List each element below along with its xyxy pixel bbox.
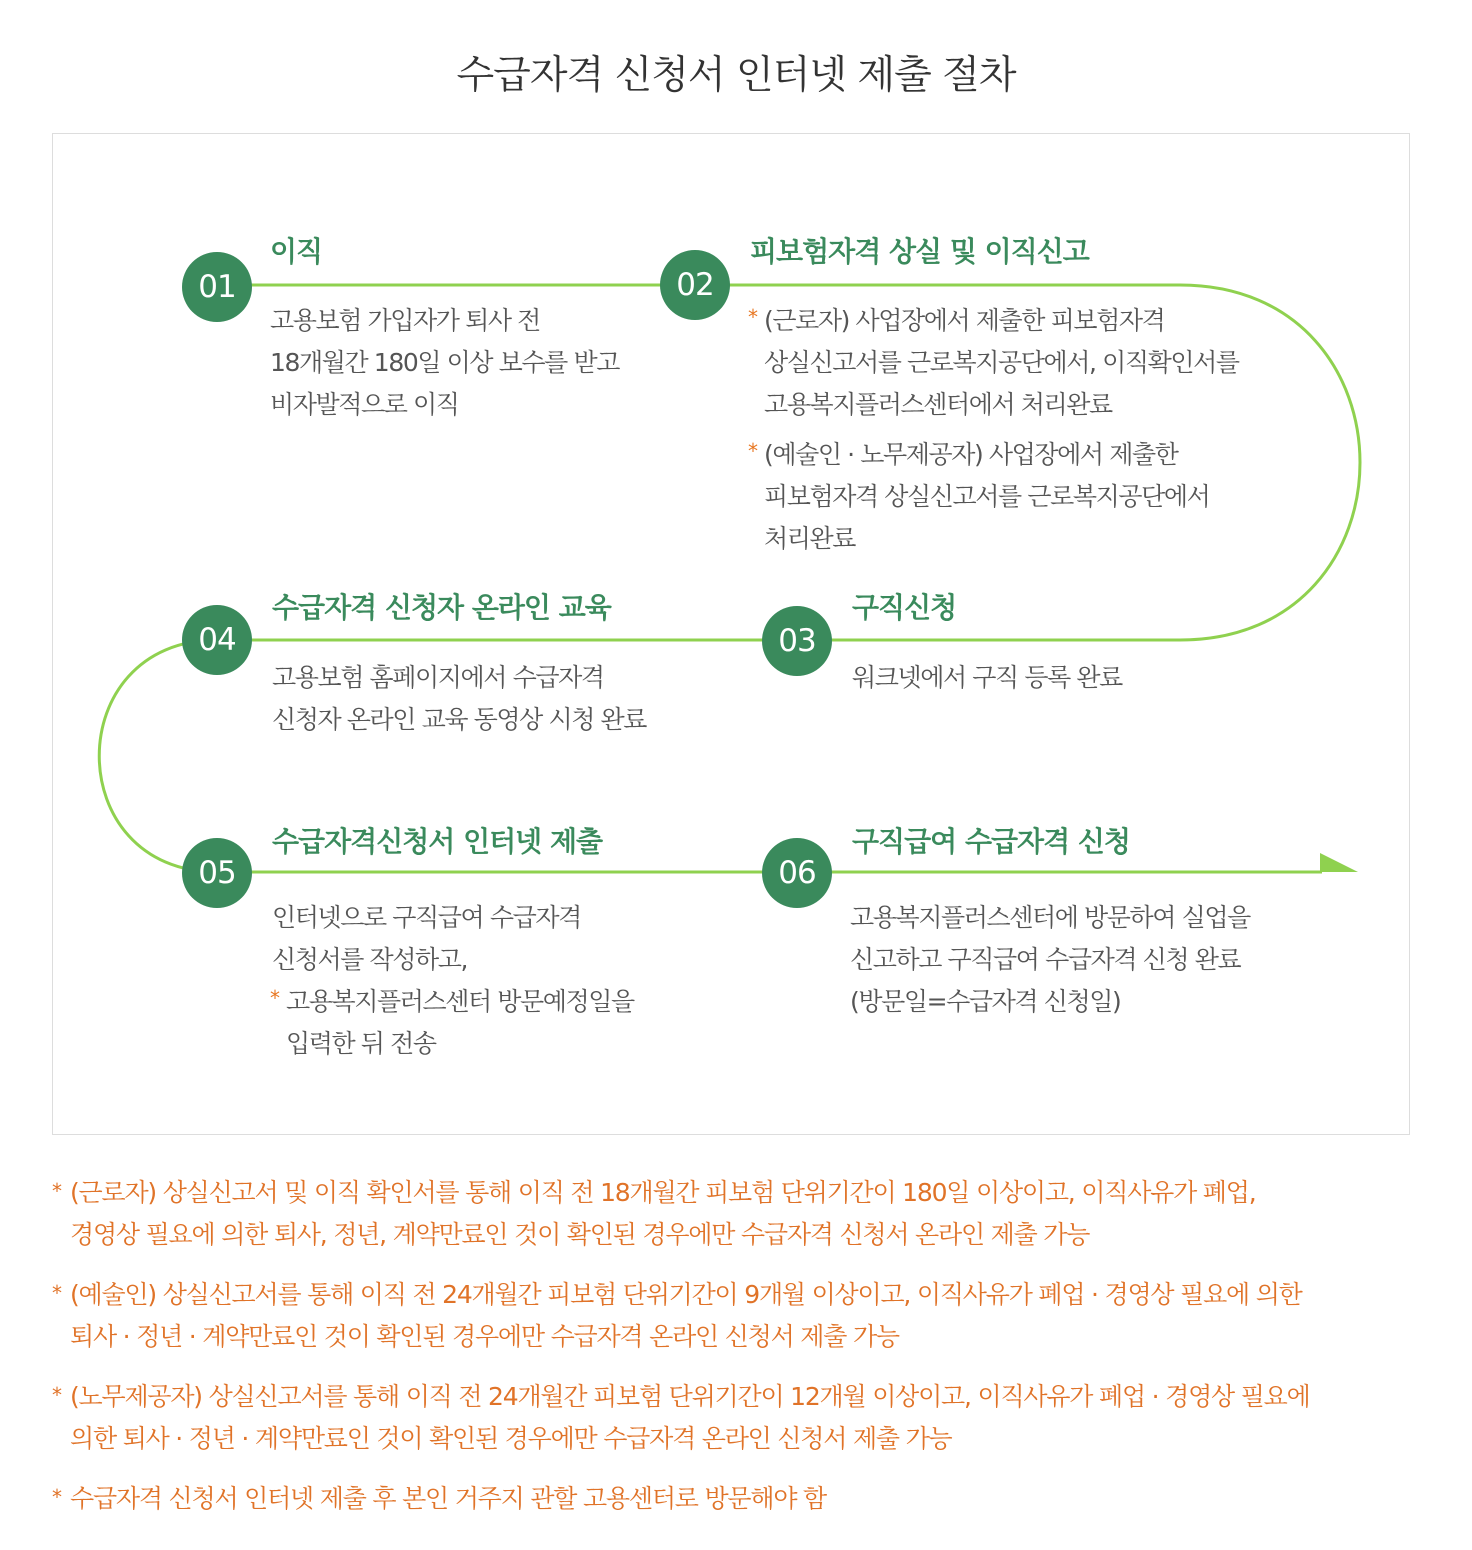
footnote-item: * (예술인) 상실신고서를 통해 이직 전 24개월간 피보험 단위기간이 9개월 이상이고, 이직사유가 폐업 · 경영상 필요에 의한 퇴사 · 정년 · 계약만료인 것이 확인된 경우에만 수급자격 온라인 신청서 제출 가능 (52, 1274, 1432, 1358)
step-04-text: 고용보험 홈페이지에서 수급자격 신청자 온라인 교육 동영상 시청 완료 (272, 663, 646, 734)
step-01-text: 고용보험 가입자가 퇴사 전 18개월간 180일 이상 보수를 받고 비자발적으로 이직 (270, 306, 619, 419)
step-05-text: 인터넷으로 구직급여 수급자격 신청서를 작성하고, * 고용복지플러스센터 방문예정일을 입력한 뒤 전송 (272, 897, 634, 1065)
step-01-title: 이직 (270, 235, 323, 268)
step-02-text (750, 300, 1239, 560)
asterisk-icon: * (52, 1281, 61, 1305)
step-01-number: 01 (182, 252, 252, 322)
asterisk-icon: * (748, 439, 757, 463)
asterisk-icon: * (270, 986, 279, 1010)
step-03-number: 03 (762, 606, 832, 676)
asterisk-icon: * (52, 1485, 61, 1509)
step-04-number: 04 (182, 605, 252, 675)
step-02-note: * (예술인 · 노무제공자) 사업장에서 제출한 피보험자격 상실신고서를 근로복지공단에서 처리완료 (750, 434, 1239, 560)
step-03-title: 구직신청 (852, 591, 957, 624)
footnote-item: * (근로자) 상실신고서 및 이직 확인서를 통해 이직 전 18개월간 피보험 단위기간이 180일 이상이고, 이직사유가 폐업, 경영상 필요에 의한 퇴사, 정년, 계약만료인 것이 확인된 경우에만 수급자격 신청서 온라인 제출 가능 (52, 1172, 1432, 1256)
step-02-title: 피보험자격 상실 및 이직신고 (750, 235, 1089, 268)
footnote-item: * (노무제공자) 상실신고서를 통해 이직 전 24개월간 피보험 단위기간이 12개월 이상이고, 이직사유가 폐업 · 경영상 필요에 의한 퇴사 · 정년 · 계약만료인 것이 확인된 경우에만 수급자격 온라인 신청서 제출 가능 (52, 1376, 1432, 1460)
step-05-note: * 고용복지플러스센터 방문예정일을 입력한 뒤 전송 (272, 981, 634, 1065)
asterisk-icon: * (52, 1179, 61, 1203)
asterisk-icon: * (52, 1383, 61, 1407)
flow-arrow-icon (1320, 853, 1358, 872)
step-05-title: 수급자격신청서 인터넷 제출 (272, 825, 603, 858)
step-05-number: 05 (182, 838, 252, 908)
footnotes (52, 1172, 1432, 1538)
step-06-number: 06 (762, 838, 832, 908)
step-02-note: * (근로자) 사업장에서 제출한 피보험자격 상실신고서를 근로복지공단에서, 이직확인서를 고용복지플러스센터에서 처리완료 (750, 300, 1239, 426)
step-06-title: 구직급여 수급자격 신청 (852, 825, 1130, 858)
step-04-title: 수급자격 신청자 온라인 교육 (272, 591, 611, 624)
footnote-item: * 수급자격 신청서 인터넷 제출 후 본인 거주지 관할 고용센터로 방문해야 함 (52, 1478, 1432, 1520)
asterisk-icon: * (748, 305, 757, 329)
step-06-text: 고용복지플러스센터에 방문하여 실업을 신고하고 구직급여 수급자격 신청 완료 (방문일=수급자격 신청일) (850, 903, 1250, 1016)
step-02-number: 02 (660, 250, 730, 320)
page-title: 수급자격 신청서 인터넷 제출 절차 (456, 53, 1016, 98)
step-03-text: 워크넷에서 구직 등록 완료 (852, 663, 1122, 692)
